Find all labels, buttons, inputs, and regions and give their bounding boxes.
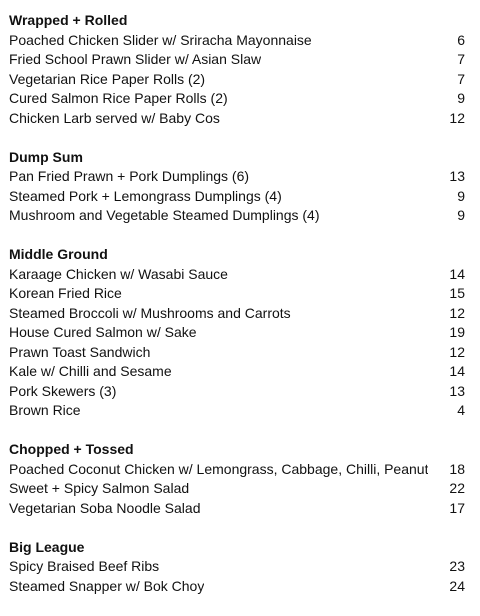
item-price: 22 [449, 480, 465, 496]
item-name: Prawn Toast Sandwich [9, 343, 151, 360]
item-name: Vegetarian Rice Paper Rolls (2) [9, 70, 206, 87]
item-name: Steamed Broccoli w/ Mushrooms and Carrots [9, 304, 291, 321]
item-price: 12 [449, 304, 465, 321]
item-name: Mushroom and Vegetable Steamed Dumplings (4) [9, 207, 320, 223]
item-price: 17 [449, 499, 465, 516]
menu-item [9, 401, 469, 421]
menu-item [9, 557, 469, 577]
menu-item [9, 479, 469, 499]
item-price: 18 [449, 460, 465, 477]
menu-item [9, 89, 469, 109]
menu-item [9, 577, 469, 597]
item-price: 14 [449, 363, 465, 379]
section-wrapped-rolled [9, 11, 469, 128]
menu-item [9, 265, 469, 285]
menu-item [9, 187, 469, 207]
menu [9, 11, 469, 616]
section-title: Middle Ground [9, 246, 108, 262]
item-name: Vegetarian Soba Noodle Salad [9, 499, 201, 516]
item-name: Steamed Snapper w/ Bok Choy [9, 577, 205, 594]
item-price: 23 [449, 558, 465, 574]
menu-item [9, 499, 469, 519]
item-price: 13 [449, 382, 465, 399]
item-price: 6 [457, 31, 465, 48]
item-price: 7 [457, 70, 465, 87]
item-name: Karaage Chicken w/ Wasabi Sauce [9, 265, 228, 282]
item-price: 12 [449, 109, 465, 126]
item-price: 14 [449, 265, 465, 282]
item-name: Spicy Braised Beef Ribs [9, 558, 160, 574]
item-price: 15 [449, 285, 465, 301]
menu-item [9, 206, 469, 226]
section-chopped-tossed [9, 440, 469, 518]
section-dump-sum [9, 148, 469, 226]
item-name: Poached Chicken Slider w/ Sriracha Mayonnaise [9, 31, 312, 48]
item-price: 7 [457, 51, 465, 67]
item-price: 13 [449, 168, 465, 184]
item-price: 19 [449, 324, 465, 340]
menu-item [9, 50, 469, 70]
menu-item [9, 382, 469, 402]
item-name: Brown Rice [9, 402, 81, 418]
menu-item [9, 343, 469, 363]
item-price: 9 [457, 207, 465, 223]
item-name: Poached Coconut Chicken w/ Lemongrass, Cabbage, Chilli, Peanut [9, 460, 429, 477]
section-title: Wrapped + Rolled [9, 12, 128, 28]
section-middle-ground [9, 245, 469, 421]
item-name: Pork Skewers (3) [9, 382, 117, 399]
item-name: Steamed Pork + Lemongrass Dumplings (4) [9, 187, 282, 204]
item-name: Sweet + Spicy Salmon Salad [9, 480, 190, 496]
item-name: Cured Salmon Rice Paper Rolls (2) [9, 90, 228, 106]
item-name: Korean Fried Rice [9, 285, 122, 301]
item-price: 4 [457, 402, 465, 418]
menu-item [9, 167, 469, 187]
item-price: 9 [457, 187, 465, 204]
menu-item [9, 284, 469, 304]
section-title: Big League [9, 538, 85, 555]
item-name: Chicken Larb served w/ Baby Cos [9, 109, 220, 126]
menu-item [9, 70, 469, 90]
item-name: Pan Fried Prawn + Pork Dumplings (6) [9, 168, 250, 184]
item-price: 24 [449, 577, 465, 594]
section-title: Dump Sum [9, 148, 83, 165]
menu-item [9, 31, 469, 51]
menu-item [9, 109, 469, 129]
menu-item [9, 304, 469, 324]
menu-item [9, 323, 469, 343]
item-price: 9 [457, 90, 465, 106]
item-name: Kale w/ Chilli and Sesame [9, 363, 172, 379]
item-price: 12 [449, 343, 465, 360]
item-name: House Cured Salmon w/ Sake [9, 324, 197, 340]
menu-item [9, 460, 469, 480]
section-big-league [9, 538, 469, 597]
item-name: Fried School Prawn Slider w/ Asian Slaw [9, 51, 262, 67]
section-title: Chopped + Tossed [9, 441, 134, 457]
menu-item [9, 362, 469, 382]
